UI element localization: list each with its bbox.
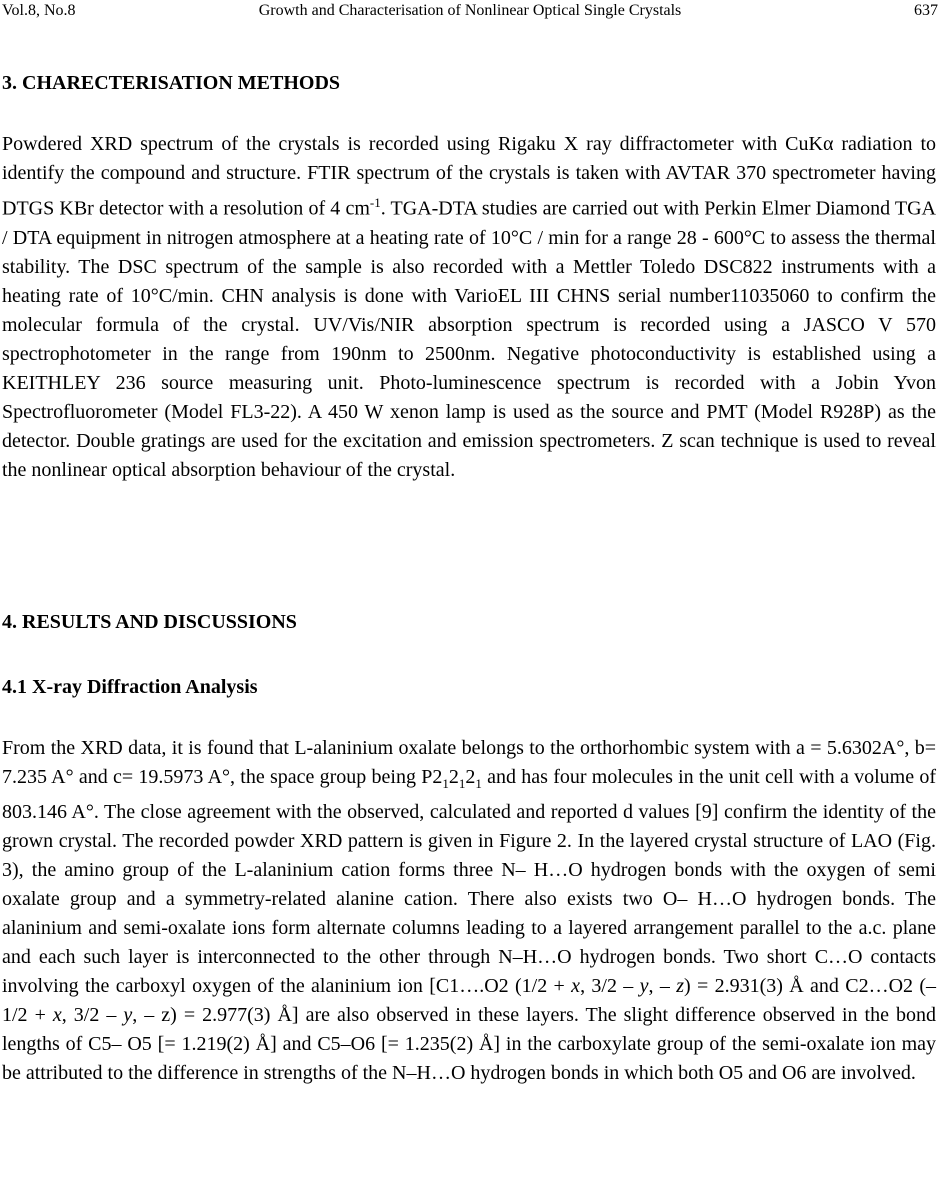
running-header (0, 0, 940, 22)
subscript: 1 (475, 776, 482, 791)
journal-volume: Vol.8, No.8 (2, 2, 76, 19)
text-run: , 3/2 – (580, 975, 640, 997)
text-run: , – z) = 2.977(3) Å] are also observed in these layers. The slight difference observed in the bond lengths of C5– O5 [= 1.219(2) Å] and C5–O6 [= 1.235(2) Å] in the carboxylate group of the semi-oxalate ion may be attributed to the difference in strengths of the N–H…O hydrogen bonds in which both O5 and O6 are involved. (2, 1004, 936, 1084)
text-run: , – (648, 975, 677, 997)
text-run: , 3/2 – (61, 1004, 124, 1026)
section-3-paragraph (2, 130, 936, 485)
text-run: and has four molecules in the unit cell with a volume of 803.146 A°. The close agreement with the observed, calculated and reported d values [9] confirm the identity of the grown crystal. The recorded powder XRD pattern is given in Figure 2. In the layered crystal structure of LAO (Fig. 3), the amino group of the L-alaninium cation forms three N– H…O hydrogen bonds with the oxygen of semi oxalate group and a symmetry-related alanine cation. There also exists two O– H…O hydrogen bonds. The alaninium and semi-oxalate ions form alternate columns leading to a layered arrangement parallel to the a.c. plane and each such layer is interconnected to the other through N–H…O hydrogen bonds. Two short C…O contacts involving the carboxyl oxygen of the alaninium ion [C1….O2 (1/2 + (2, 766, 936, 997)
section-4-1-paragraph (2, 734, 936, 1088)
section-4-heading: 4. RESULTS AND DISCUSSIONS (2, 611, 297, 633)
text-run: 2 (465, 766, 476, 788)
superscript: -1 (369, 195, 381, 210)
italic-var: x (52, 1004, 62, 1026)
text-run: Powdered XRD spectrum of the crystals is recorded using Rigaku X ray diffractometer with CuKα radiation to identify the compound and structure. FTIR spectrum of the crystals is taken with AVTAR 370 spectrometer having DTGS KBr detector with a resolution of 4 cm (2, 133, 936, 220)
running-title: Growth and Characterisation of Nonlinear Optical Single Crystals (258, 2, 682, 19)
italic-var: z (676, 975, 684, 997)
subscript: 1 (458, 776, 466, 791)
text-run: 2 (448, 766, 459, 788)
text-run: ) = 2.931(3) Å and C2…O2 (– 1/2 + (2, 975, 936, 1026)
subsection-4-1-heading: 4.1 X-ray Diffraction Analysis (2, 676, 258, 698)
italic-var: y (123, 1004, 133, 1026)
section-3-heading: 3. CHARECTERISATION METHODS (2, 72, 341, 94)
subscript: 1 (442, 776, 449, 791)
italic-var: x (571, 975, 581, 997)
text-run: . TGA-DTA studies are carried out with Perkin Elmer Diamond TGA / DTA equipment in nitrogen atmosphere at a heating rate of 10°C / min for a range 28 - 600°C to assess the thermal stability. The DSC spectrum of the sample is also recorded with a Mettler Toledo DSC822 instruments with a heating rate of 10°C/min. CHN analysis is done with VarioEL III CHNS serial number11035060 to confirm the molecular formula of the crystal. UV/Vis/NIR absorption spectrum is recorded using a JASCO V 570 spectrophotometer in the range from 190nm to 2500nm. Negative photoconductivity is established using a KEITHLEY 236 source measuring unit. Photo-luminescence spectrum is recorded with a Jobin Yvon Spectrofluorometer (Model FL3-22). A 450 W xenon lamp is used as the source and PMT (Model R928P) as the detector. Double gratings are used for the excitation and emission spectrometers. Z scan technique is used to reveal the nonlinear optical absorption behaviour of the crystal. (2, 197, 937, 481)
page-number: 637 (914, 2, 938, 19)
text-run: From the XRD data, it is found that L-alaninium oxalate belongs to the orthorhombic system with a = 5.6302A°, b= 7.235 A° and c= 19.5973 A°, the space group being P2 (2, 737, 936, 788)
italic-var: y (639, 975, 649, 997)
